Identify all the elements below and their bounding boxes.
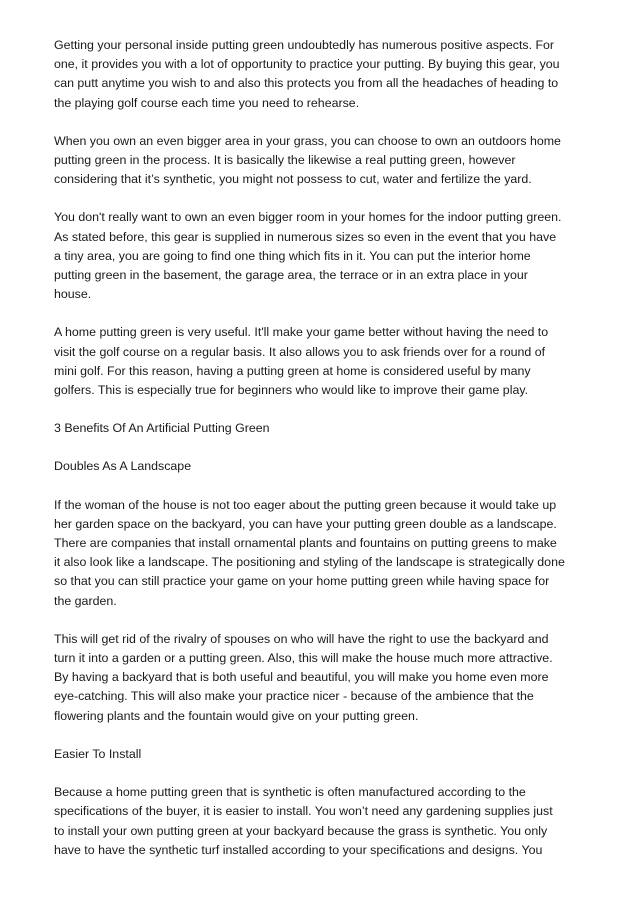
paragraph-install: Because a home putting green that is synthetic is often manufactured according to the specifications of the buyer, it is easier to install. You won’t need any gardening supplies just to install your own putting green at your backyard because the grass is synthetic. You only have to have the synthetic turf installed according to your specifications and designs. You bbox=[54, 785, 553, 857]
subheading-install: Easier To Install bbox=[54, 746, 142, 761]
paragraph-landscape: If the woman of the house is not too eager about the putting green because it would take up her garden space on the backyard, you can have your putting green double as a landscape. There are companies that install ornamental plants and fountains on putting greens to make it also look like a landscape. The positioning and styling of the landscape is strategically done so that you can still practice your game on your home putting green while having space for the garden. bbox=[54, 497, 565, 608]
paragraph-usefulness: A home putting green is very useful. It'll make your game better without having the need to visit the golf course on a regular basis. It also allows you to ask friends over for a round of mini golf. For this reason, having a putting green at home is considered useful by many golfers. This is especially true for beginners who would like to improve their game play. bbox=[54, 325, 549, 398]
paragraph-outdoor-green: When you own an even bigger area in your grass, you can choose to own an outdoors home putting green in the process. It is basically the likewise a real putting green, however considering that it’s synthetic, you might not possess to cut, water and fertilize the yard. bbox=[54, 133, 561, 187]
paragraph-rivalry: This will get rid of the rivalry of spouses on who will have the right to use the backyard and turn it into a garden or a putting green. Also, this will make the house much more attractive. By having a backyard that is both useful and beautiful, you will make you home even more eye-catching. This will also make your practice nicer - because of the ambience that the flowering plants and the fountain would give on your putting green. bbox=[54, 631, 553, 723]
subheading-landscape: Doubles As A Landscape bbox=[54, 459, 192, 474]
section-heading-benefits: 3 Benefits Of An Artificial Putting Green bbox=[54, 421, 270, 436]
document-page bbox=[54, 36, 594, 879]
paragraph-indoor-room: You don't really want to own an even bigger room in your homes for the indoor putting green. As stated before, this gear is supplied in numerous sizes so even in the event that you have a tiny area, you are going to find one thing which fits in it. You can put the interior home putting green in the basement, the garage area, the terrace or in an extra place in your house. bbox=[54, 210, 562, 302]
paragraph-intro: Getting your personal inside putting green undoubtedly has numerous positive aspects. For one, it provides you with a lot of opportunity to practice your putting. By buying this gear, you can putt anytime you wish to and also this protects you from all the headaches of heading to the playing golf course each time you need to rehearse. bbox=[54, 38, 560, 110]
